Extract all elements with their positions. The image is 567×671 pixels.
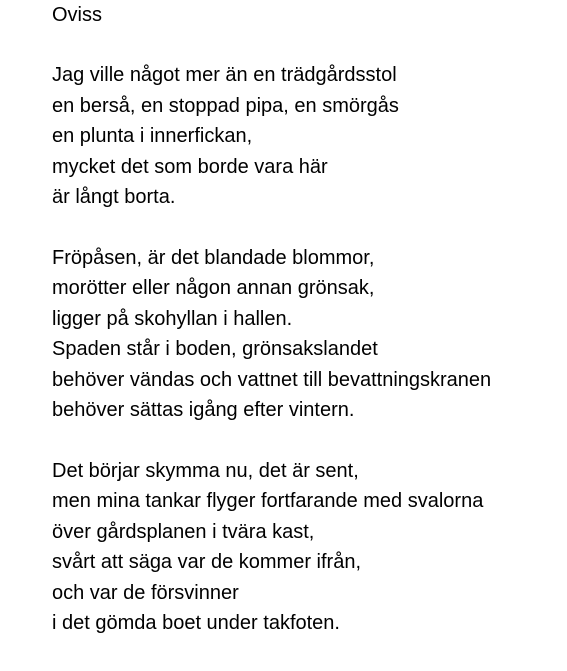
poem-line: en berså, en stoppad pipa, en smörgås bbox=[52, 94, 399, 117]
poem-line: men mina tankar flyger fortfarande med svalorna bbox=[52, 490, 484, 512]
poem-line: Spaden står i boden, grönsakslandet bbox=[52, 338, 378, 360]
poem-line: behöver sättas igång efter vintern. bbox=[52, 399, 355, 421]
stanza-1 bbox=[52, 60, 562, 213]
poem-document bbox=[52, 0, 562, 639]
poem-line: mycket det som borde vara här bbox=[52, 155, 328, 178]
poem-line: Det börjar skymma nu, det är sent, bbox=[52, 459, 359, 482]
poem-line: och var de försvinner bbox=[52, 581, 239, 604]
stanza-3 bbox=[52, 456, 562, 639]
poem-line: svårt att säga var de kommer ifrån, bbox=[52, 551, 362, 573]
poem-line: Fröpåsen, är det blandade blommor, bbox=[52, 246, 375, 269]
poem-line: över gårdsplanen i tvära kast, bbox=[52, 520, 315, 543]
poem-line: morötter eller någon annan grönsak, bbox=[52, 277, 375, 299]
poem-line: Jag ville något mer än en trädgårdsstol bbox=[52, 64, 397, 86]
poem-line: behöver vändas och vattnet till bevattningskranen bbox=[52, 368, 492, 391]
poem-line: i det gömda boet under takfoten. bbox=[52, 612, 340, 634]
poem-title: Oviss bbox=[52, 4, 102, 26]
stanza-2 bbox=[52, 243, 562, 426]
poem-line: är långt borta. bbox=[52, 186, 176, 208]
poem-line: en plunta i innerfickan, bbox=[52, 125, 253, 147]
poem-line: ligger på skohyllan i hallen. bbox=[52, 307, 293, 330]
